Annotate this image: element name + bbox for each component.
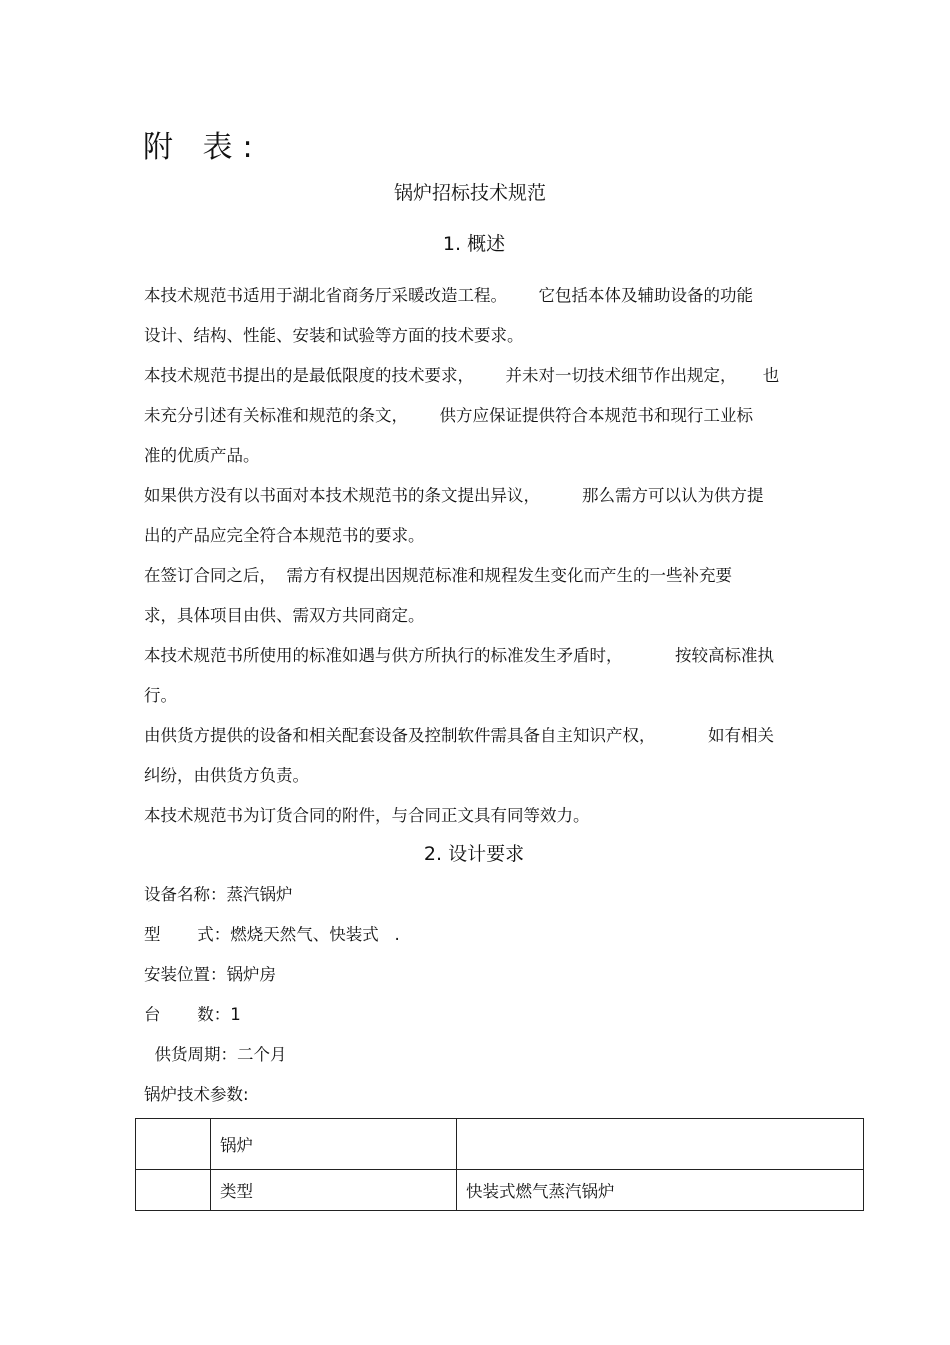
paragraph-line: 行。 xyxy=(144,686,177,705)
field-delivery-period: 供货周期：二个月 xyxy=(144,1045,287,1064)
paragraph-line: 本技术规范书适用于湖北省商务厅采暖改造工程。 它包括本体及辅助设备的功能 xyxy=(144,286,753,305)
field-install-location: 安装位置：锅炉房 xyxy=(144,965,276,984)
paragraph-line: 本技术规范书为订货合同的附件，与合同正文具有同等效力。 xyxy=(144,806,590,825)
paragraph-line: 出的产品应完全符合本规范书的要求。 xyxy=(144,526,425,545)
document-title: 锅炉招标技术规范 xyxy=(393,182,546,204)
paragraph-line: 由供货方提供的设备和相关配套设备及控制软件需具备自主知识产权， 如有相关 xyxy=(144,726,774,745)
boiler-params-label: 锅炉技术参数: xyxy=(144,1085,249,1104)
paragraph-line: 未充分引述有关标准和规范的条文， 供方应保证提供符合本规范书和现行工业标 xyxy=(144,406,753,425)
table-cell xyxy=(457,1119,864,1170)
section-1-title: 1. 概述 xyxy=(442,233,506,255)
appendix-heading: 附 表: xyxy=(143,130,263,165)
paragraph-line: 求，具体项目由供、需双方共同商定。 xyxy=(144,606,425,625)
section-2-title: 2. 设计要求 xyxy=(423,843,525,865)
paragraph-line: 纠纷，由供货方负责。 xyxy=(144,766,309,785)
table-row xyxy=(136,1170,864,1211)
paragraph-line: 设计、结构、性能、安装和试验等方面的技术要求。 xyxy=(144,326,524,345)
field-type: 型 式：燃烧天然气、快装式 . xyxy=(144,925,400,944)
paragraph-line: 如果供方没有以书面对本技术规范书的条文提出异议， 那么需方可以认为供方提 xyxy=(144,486,764,505)
table-cell xyxy=(136,1119,211,1170)
field-equipment-name: 设备名称：蒸汽锅炉 xyxy=(144,885,293,904)
field-quantity: 台 数：1 xyxy=(144,1005,241,1024)
paragraph-line: 本技术规范书所使用的标准如遇与供方所执行的标准发生矛盾时， 按较高标准执 xyxy=(144,646,774,665)
table-row xyxy=(136,1119,864,1170)
paragraph-line: 在签订合同之后， 需方有权提出因规范标准和规程发生变化而产生的一些补充要 xyxy=(144,566,732,585)
table-cell: 类型 xyxy=(211,1170,457,1211)
table-cell: 锅炉 xyxy=(211,1119,457,1170)
boiler-spec-table xyxy=(135,1118,864,1211)
paragraph-line: 本技术规范书提出的是最低限度的技术要求， 并未对一切技术细节作出规定， 也 xyxy=(144,366,780,385)
table-cell: 快装式燃气蒸汽锅炉 xyxy=(457,1170,864,1211)
paragraph-line: 准的优质产品。 xyxy=(144,446,260,465)
table-cell xyxy=(136,1170,211,1211)
